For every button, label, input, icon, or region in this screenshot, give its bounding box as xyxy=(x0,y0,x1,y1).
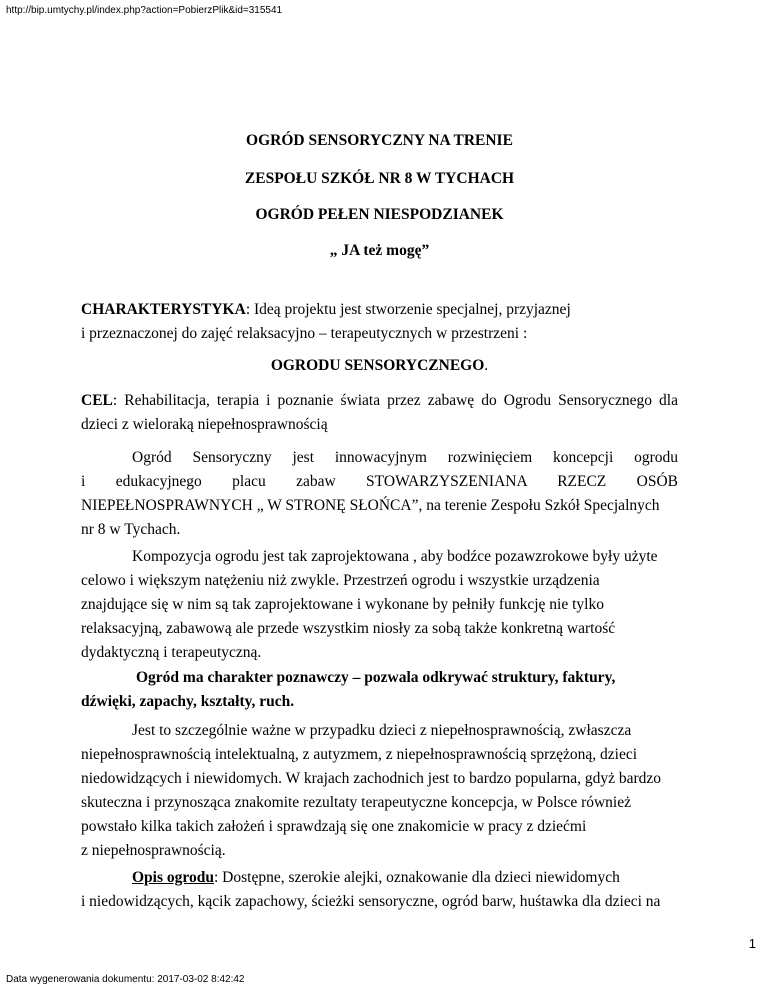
charakterystyka-label: CHARAKTERYSTYKA xyxy=(81,301,246,318)
szczegolnie-paragraph: Jest to szczególnie ważne w przypadku dzieci z niepełnosprawnością, zwłaszcza niepełnosprawnością intelektualną, z autyzmem, z niepełnosprawnością sprzężoną, dzieci niedowidzących i niewidomych. W krajach zachodnich jest to bardzo popularna, gdyż bardzo skuteczna i przynosząca znakomite rezultaty terapeutyczne koncepcja, w Polsce również powstało kilka takich założeń i sprawdzają się one znakomicie w pracy z dziećmi z niepełnosprawnością. xyxy=(81,722,662,859)
generation-date: Data wygenerowania dokumentu: 2017-03-02 8:42:42 xyxy=(6,974,245,985)
charakter-paragraph: Ogród ma charakter poznawczy – pozwala odkrywać struktury, faktury, dźwięki, zapachy, kształty, ruch. xyxy=(81,669,616,710)
charakterystyka-paragraph: CHARAKTERYSTYKA: Ideą projektu jest stworzenie specjalnej, przyjaznej i przeznaczonej do zajęć relaksacyjno – terapeutycznych w przestrzeni : xyxy=(81,301,571,342)
ogrod-paragraph: Ogród Sensoryczny jest innowacyjnym rozwinięciem koncepcji ogrodu i edukacyjnego placu zabaw STOWARZYSZENIANA RZECZ OSÓB NIEPEŁNOSPRAWNYCH „ W STRONĘ SŁOŃCA”, na terenie Zespołu Szkół Specjalnych nr 8 w Tychach. xyxy=(81,449,678,538)
cel-paragraph: CEL: Rehabilitacja, terapia i poznanie świata przez zabawę do Ogrodu Sensorycznego dla dzieci z wieloraką niepełnosprawnością xyxy=(81,392,678,433)
cel-label: CEL xyxy=(81,392,113,409)
page-number: 1 xyxy=(748,936,756,951)
document-url: http://bip.umtychy.pl/index.php?action=PobierzPlik&id=315541 xyxy=(6,5,283,16)
opis-label: Opis ogrodu xyxy=(132,869,214,886)
title-line-3: OGRÓD PEŁEN NIESPODZIANEK xyxy=(255,206,504,223)
title-line-2: ZESPOŁU SZKÓŁ NR 8 W TYCHACH xyxy=(244,170,515,187)
title-line-4: „ JA też mogę” xyxy=(329,242,430,259)
ogrodu-heading: OGRODU SENSORYCZNEGO. xyxy=(270,357,489,374)
title-line-1: OGRÓD SENSORYCZNY NA TRENIE xyxy=(246,132,513,149)
kompozycja-paragraph: Kompozycja ogrodu jest tak zaprojektowana , aby bodźce pozawzrokowe były użyte celowo i większym natężeniu niż zwykle. Przestrzeń ogrodu i wszystkie urządzenia znajdujące się w nim są tak zaprojektowane i wykonane by pełniły funkcję nie tylko relaksacyjną, zabawową ale przede wszystkim niosły za sobą także konkretną wartość dydaktyczną i terapeutyczną. xyxy=(81,548,658,661)
opis-paragraph: Opis ogrodu: Dostępne, szerokie alejki, oznakowanie dla dzieci niewidomych i niedowidzących, kącik zapachowy, ścieżki sensoryczne, ogród barw, huśtawka dla dzieci na xyxy=(81,869,661,910)
